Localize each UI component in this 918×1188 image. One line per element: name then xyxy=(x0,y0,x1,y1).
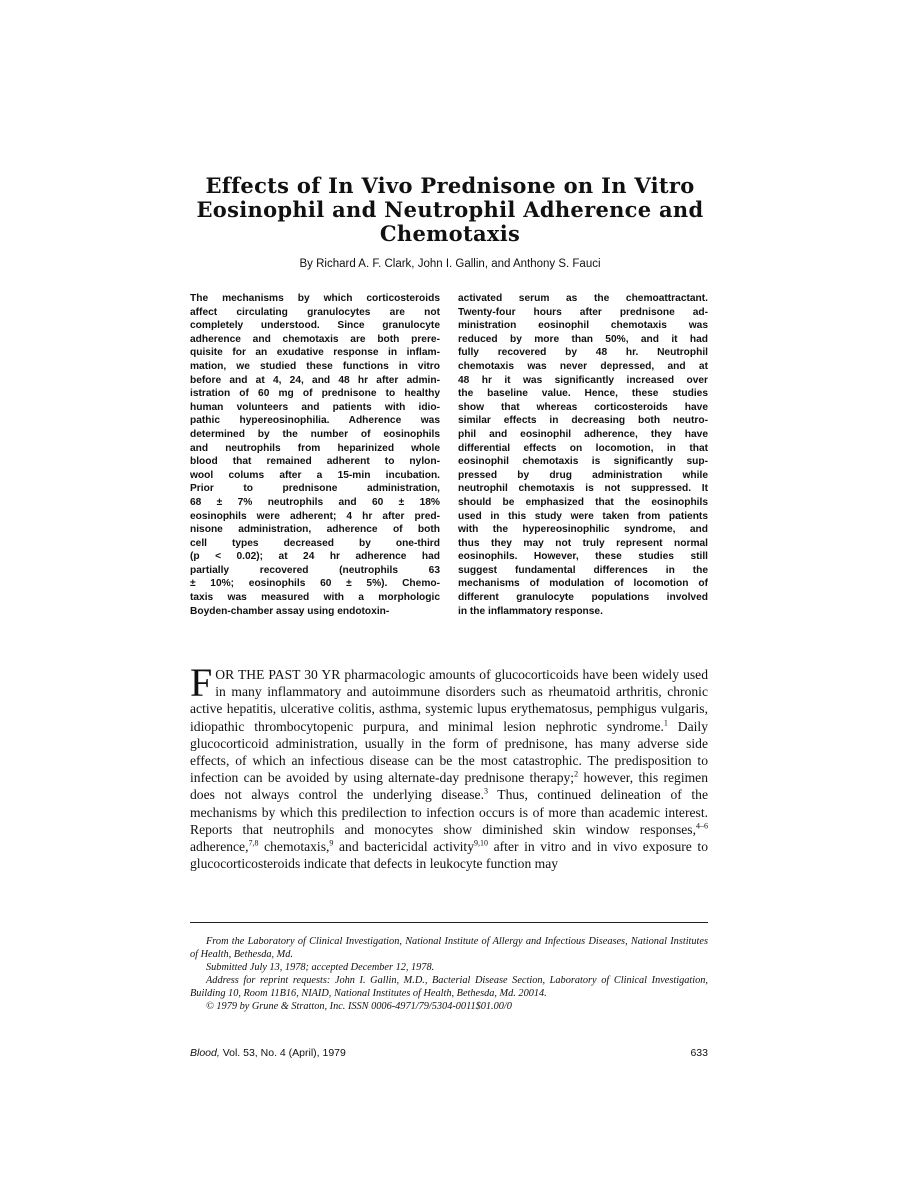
abstract-line: should be emphasized that the eosinophils xyxy=(458,496,708,508)
abstract-line: reduced by more than 50%, and it had xyxy=(458,333,708,345)
abstract-line: activated serum as the chemoattractant. xyxy=(458,293,708,304)
abstract-line: cell types decreased by one-third xyxy=(190,537,440,549)
intro-text: Daily glucocorticoid administration, usually in the form of prednisone, has many adverse side effects, of which an infectious disease can be the most catastrophic. The predisposition to infection can be avoided by using alternate-day prednisone therapy; xyxy=(190,718,708,786)
introduction-paragraph xyxy=(190,660,709,872)
abstract-line: 68 ± 7% neutrophils and 60 ± 18% xyxy=(190,496,440,508)
abstract-line: with the hypereosinophilic syndrome, and xyxy=(458,524,708,536)
abstract-line: different granulocyte populations involved xyxy=(458,592,708,604)
abstract-line: Prior to prednisone administration, xyxy=(190,483,440,495)
intro-text: chemotaxis, xyxy=(258,839,330,855)
citation-ref: 1 xyxy=(663,718,668,728)
abstract-line: phil and eosinophil adherence, they have xyxy=(458,428,708,440)
abstract-line: mechanisms of modulation of locomotion of xyxy=(458,578,708,590)
abstract-line: thus they may not truly represent normal xyxy=(458,537,708,549)
title-line: Chemotaxis xyxy=(379,221,521,246)
abstract-line: wool colums after a 15-min incubation. xyxy=(190,469,440,481)
journal-volume: Vol. 53, No. 4 (April), 1979 xyxy=(219,1047,346,1059)
abstract-line: pressed by drug administration while xyxy=(458,469,708,481)
page-number: 633 xyxy=(690,1047,708,1059)
abstract-line: blood that remained adherent to nylon- xyxy=(190,456,440,468)
abstract-line: Twenty-four hours after prednisone ad- xyxy=(458,306,708,318)
intro-text: adherence, xyxy=(190,839,249,855)
abstract-line: The mechanisms by which corticosteroids xyxy=(190,293,440,304)
abstract-line: before and at 4, 24, and 48 hr after admin- xyxy=(190,374,440,386)
intro-text: OR THE PAST 30 YR pharmacologic amounts of glucocorticoids have been widely used in many inflammatory and autoimmune disorders such as rheumatoid arthritis, chronic active hepatitis, ulcerative colitis, asthma, systemic lupus erythematosus, pemphigus vulgaris, idiopathic thrombocytopenic purpura, and minimal lesion nephrotic syndrome. xyxy=(190,667,708,734)
abstract-line: in the inflammatory response. xyxy=(458,605,603,617)
abstract-line: pathic hypereosinophilia. Adherence was xyxy=(190,415,440,427)
abstract-line: chemotaxis was never depressed, and at xyxy=(458,360,708,372)
citation-ref: 4–6 xyxy=(696,821,708,831)
intro-text: and bactericidal activity xyxy=(333,839,475,855)
journal-citation xyxy=(190,1047,346,1059)
abstract-line: ± 10%; eosinophils 60 ± 5%). Chemo- xyxy=(190,578,440,590)
abstract-line: suggest fundamental differences in the xyxy=(458,564,708,576)
intro-text: however, this regimen does not always control the underlying disease. xyxy=(190,770,709,803)
abstract-line: partially recovered (neutrophils 63 xyxy=(190,564,440,576)
abstract-line: fully recovered by 48 hr. Neutrophil xyxy=(458,347,708,359)
citation-ref: 3 xyxy=(483,786,488,796)
abstract-left-column xyxy=(190,292,440,618)
citation-ref: 9 xyxy=(329,838,334,848)
abstract-line: adherence and chemotaxis are both prere- xyxy=(190,333,440,345)
citation-ref: 7,8 xyxy=(248,838,259,848)
abstract-line: used in this study were taken from patients xyxy=(458,510,708,522)
abstract-line: ministration eosinophil chemotaxis was xyxy=(458,320,708,332)
footnote-divider xyxy=(190,922,708,923)
affiliation-note: From the Laboratory of Clinical Investigation, National Institute of Allergy and Infectious Diseases, National Institutes of Health, Bethesda, Md. xyxy=(190,936,708,960)
abstract-line: eosinophil chemotaxis is significantly sup- xyxy=(458,456,708,468)
abstract-line: quisite for an exudative response in inflam- xyxy=(190,347,440,359)
abstract-line: differential effects on locomotion, in that xyxy=(458,442,708,454)
footnotes xyxy=(190,935,708,1013)
abstract-line: similar effects in decreasing both neutro- xyxy=(458,415,708,427)
abstract-line: 48 hr it was significantly increased over xyxy=(458,374,708,386)
citation-ref: 9,10 xyxy=(474,838,489,848)
abstract-line: neutrophil chemotaxis is not suppressed. It xyxy=(458,483,708,495)
abstract-line: show that whereas corticosteroids have xyxy=(458,401,708,413)
abstract-line: taxis was measured with a morphologic xyxy=(190,592,440,604)
abstract-line: istration of 60 mg of prednisone to healthy xyxy=(190,388,440,400)
journal-name: Blood, xyxy=(190,1047,220,1059)
abstract-line: mation, we studied these functions in vitro xyxy=(190,360,440,372)
abstract-right-column xyxy=(458,292,708,618)
abstract-line: determined by the number of eosinophils xyxy=(190,428,440,440)
abstract-line: and neutrophils from heparinized whole xyxy=(190,442,440,454)
intro-text: Thus, continued delineation of the mechanisms by which this predilection to infection occurs is of more than academic interest. Reports that neutrophils and monocytes show diminished skin window responses, xyxy=(190,787,708,837)
abstract-line: the baseline value. Hence, these studies xyxy=(458,388,708,400)
abstract-line: Boyden-chamber assay using endotoxin- xyxy=(190,605,390,617)
abstract-line: affect circulating granulocytes are not xyxy=(190,306,440,318)
reprint-address-note: Address for reprint requests: John I. Gallin, M.D., Bacterial Disease Section, Laboratory of Clinical Investigation, Building 10, Room 11B16, NIAID, National Institutes of Health, Bethesda, Md. 20014. xyxy=(190,975,708,999)
drop-cap: F xyxy=(190,660,213,705)
article-title xyxy=(150,174,750,246)
abstract-line: eosinophils were adherent; 4 hr after pred- xyxy=(190,510,440,522)
submission-note: Submitted July 13, 1978; accepted December 12, 1978. xyxy=(206,962,435,973)
abstract-line: eosinophils. However, these studies still xyxy=(458,551,708,563)
citation-ref: 2 xyxy=(574,769,579,779)
abstract-line: completely understood. Since granulocyte xyxy=(190,320,440,332)
copyright-note: © 1979 by Grune & Stratton, Inc. ISSN 0006-4971/79/5304-0011$01.00/0 xyxy=(206,1001,512,1012)
abstract-line: human volunteers and patients with idio- xyxy=(190,401,440,413)
abstract-line: (p < 0.02); at 24 hr adherence had xyxy=(190,551,440,563)
title-line: Eosinophil and Neutrophil Adherence and xyxy=(196,197,704,222)
intro-text: after in vitro and in vivo exposure to glucocorticosteroids indicate that defects in leukocyte function may xyxy=(190,839,708,872)
abstract-line: nisone administration, adherence of both xyxy=(190,524,440,536)
title-line: Effects of In Vivo Prednisone on In Vitro xyxy=(205,173,695,198)
author-byline: By Richard A. F. Clark, John I. Gallin, and Anthony S. Fauci xyxy=(299,258,601,270)
